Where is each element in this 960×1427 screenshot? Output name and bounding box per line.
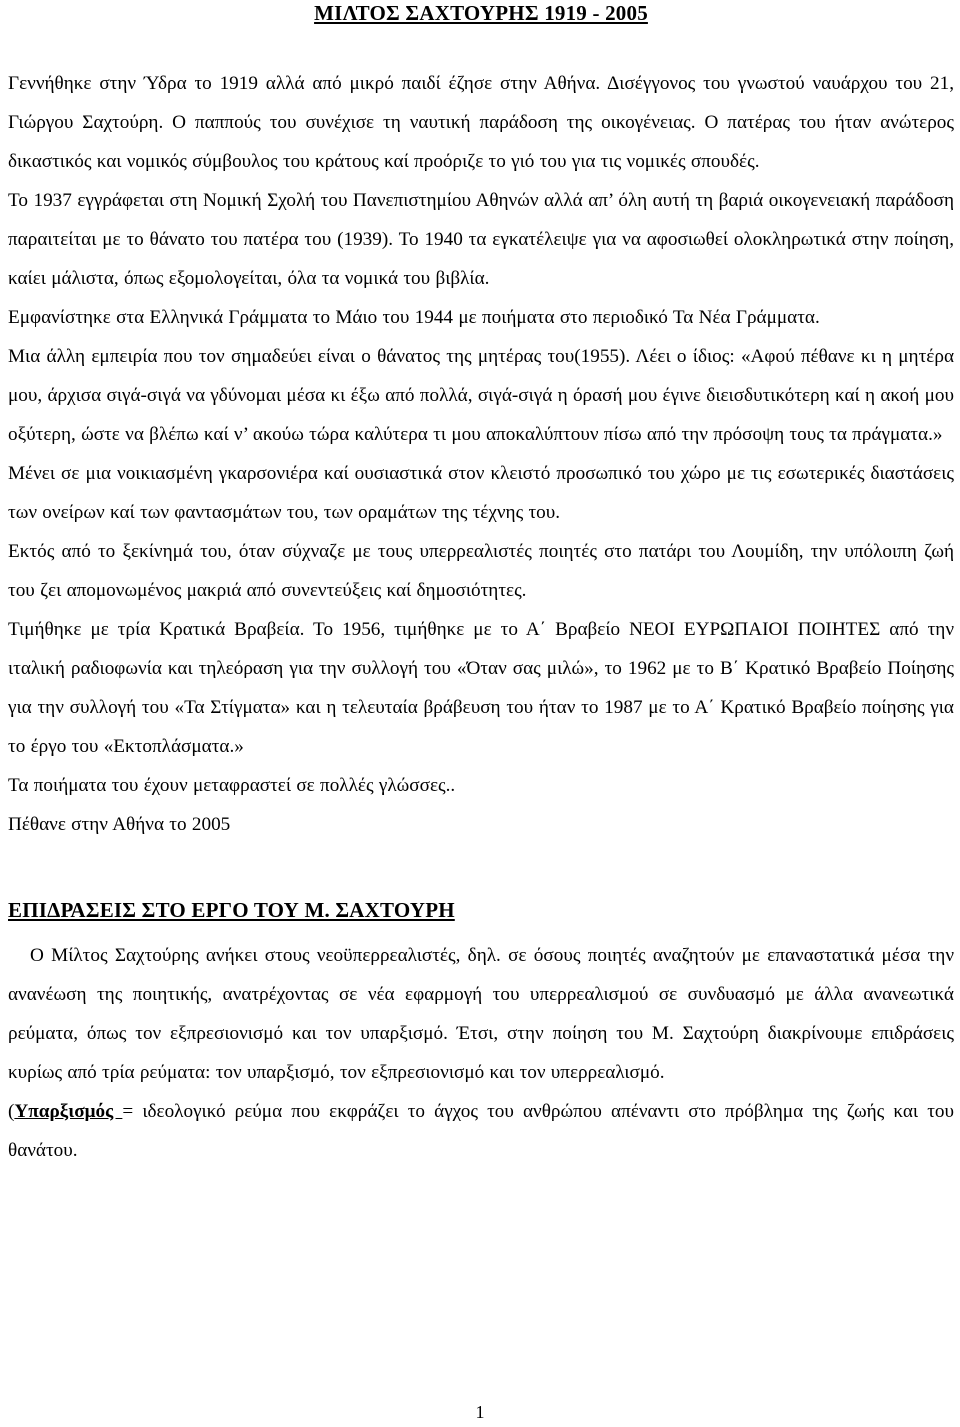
definition-text: = ιδεολογικό ρεύμα που εκφράζει το άγχος του ανθρώπου απέναντι στο πρόβλημα της ζωής και του θανάτου.: [8, 1101, 954, 1161]
bio-paragraph-birth: Γεννήθηκε στην Ύδρα το 1919 αλλά από μικρό παιδί έζησε στην Αθήνα. Δισέγγονος του γνωστού ναυάρχου του 21, Γιώργου Σαχτούρη. Ο παππούς του συνέχισε τη ναυτική παράδοση της οικογένειας. Ο πατέρας του ήταν ανώτερος δικαστικός και νομικός σύμβουλος του κράτους καί προόριζε το γιό του για τις νομικές σπουδές.: [8, 73, 954, 172]
bio-paragraph-mother-death: Μια άλλη εμπειρία που τον σημαδεύει είναι ο θάνατος της μητέρας του(1955). Λέει ο ίδιος: «Αφού πέθανε κι η μητέρα μου, άρχισα σιγά-σιγά να γδύνομαι μέσα κι έξω από πολλά, σιγά-σιγά η όρασή μου έγινε διεισδυτικότερη καί η ακοή μου οξύτερη, ώστε να βλέπω καί ν’ ακούω τώρα καλύτερα τι μου αποκαλύπτουν πίσω από την πρόσοψη τους τα πράγματα.»: [8, 346, 954, 445]
bio-paragraph-translations: Τα ποιήματα του έχουν μεταφραστεί σε πολλές γλώσσες..: [8, 775, 456, 796]
bio-paragraph-death: Πέθανε στην Αθήνα το 2005: [8, 814, 231, 835]
bio-paragraph-debut: Εμφανίστηκε στα Ελληνικά Γράμματα το Μάιο του 1944 με ποιήματα στο περιοδικό Τα Νέα Γράμματα.: [8, 307, 820, 328]
page-number: 1: [475, 1402, 485, 1422]
bio-paragraph-awards: Τιμήθηκε με τρία Κρατικά Βραβεία. Το 1956, τιμήθηκε με το Α΄ Βραβείο ΝΕΟΙ ΕΥΡΩΠΑΙΟΙ ΠΟΙΗΤΕΣ από την ιταλική ραδιοφωνία και τηλεόραση για την συλλογή του «Όταν σας μιλώ», το 1962 με το Β΄ Κρατικό Βραβείο Ποίησης για την συλλογή του «Τα Στίγματα» και η τελευταία βράβευση του ήταν το 1987 με το Α΄ Κρατικό Βραβείο ποίησης για το έργο του «Εκτοπλάσματα.»: [8, 619, 954, 757]
bio-paragraph-studio: Μένει σε μια νοικιασμένη γκαρσονιέρα καί ουσιαστικά στον κλειστό προσωπικό του χώρο με τις εσωτερικές διαστάσεις των ονείρων καί των φαντασμάτων του, των οραμάτων της τέχνης του.: [8, 463, 954, 523]
section-heading-influences: ΕΠΙΔΡΑΣΕΙΣ ΣΤΟ ΕΡΓΟ ΤΟΥ Μ. ΣΑΧΤΟΥΡΗ: [8, 898, 455, 922]
influences-section: [8, 936, 954, 1170]
biography-section: [8, 64, 954, 844]
influences-paragraph: Ο Μίλτος Σαχτούρης ανήκει στους νεοϋπερρεαλιστές, δηλ. σε όσους ποιητές αναζητούν με επαναστατικά μέσα την ανανέωση της ποιητικής, ανατρέχοντας σε νέα εφαρμογή του υπερρεαλισμού σε συνδυασμό με άλλα ανανεωτικά ρεύματα, όπως τον εξπρεσιονισμό και τον υπαρξισμό. Έτσι, στην ποίηση του Μ. Σαχτούρη διακρίνουμε επιδράσεις κυρίως από τρία ρεύματα: τον υπαρξισμό, τον εξπρεσιονισμό και τον υπερρεαλισμό.: [8, 945, 954, 1083]
bio-paragraph-law-school: Το 1937 εγγράφεται στη Νομική Σχολή του Πανεπιστημίου Αθηνών αλλά απ’ όλη αυτή τη βαριά οικογενειακή παράδοση παραιτείται με το θάνατο του πατέρα του (1939). Το 1940 τα εγκατέλειψε για να αφοσιωθεί ολοκληρωτικά στην ποίηση, καίει μάλιστα, όπως εξομολογείται, όλα τα νομικά του βιβλία.: [8, 190, 954, 289]
definition-open-paren: (: [8, 1101, 15, 1122]
definition-term: Υπαρξισμός: [14, 1101, 123, 1122]
definition-paragraph: [8, 1092, 954, 1170]
document-title: ΜΙΛΤΟΣ ΣΑΧΤΟΥΡΗΣ 1919 - 2005: [314, 1, 648, 25]
bio-paragraph-isolation: Εκτός από το ξεκίνημά του, όταν σύχναζε με τους υπερρεαλιστές ποιητές στο πατάρι του Λουμίδη, την υπόλοιπη ζωή του ζει απομονωμένος μακριά από συνεντεύξεις καί δημοσιότητες.: [8, 541, 954, 601]
document-page: [8, 0, 954, 1170]
